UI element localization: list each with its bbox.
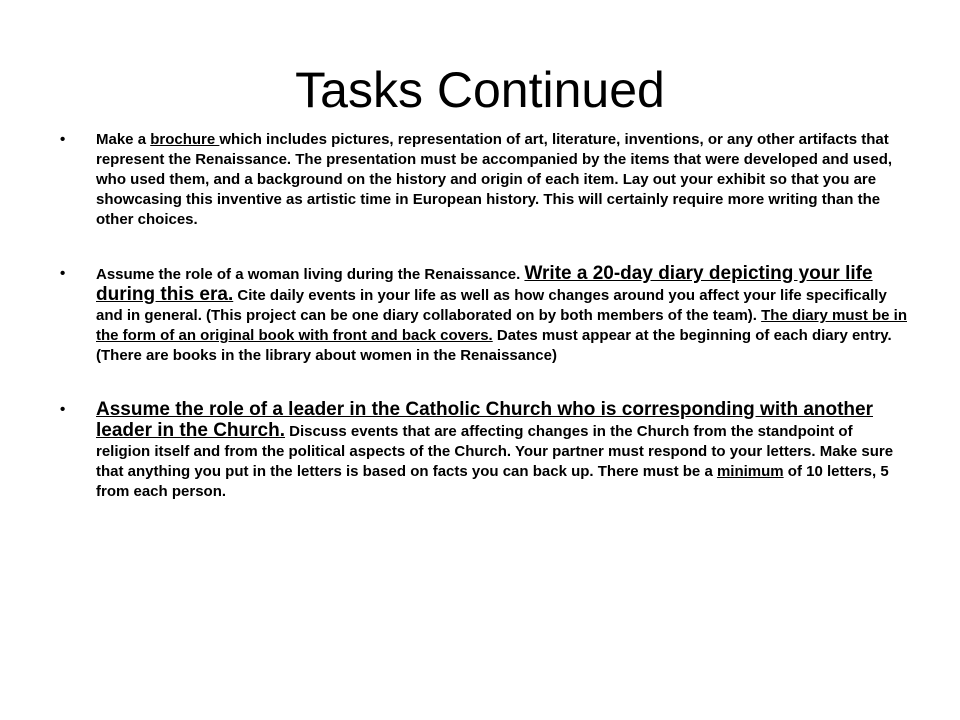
bullet-list	[60, 130, 910, 502]
bullet-dot-icon: •	[60, 265, 66, 282]
text-segment: Dates must appear at the beginning of each diary entry. (There are books in the library about women in the Renaissance)	[96, 327, 892, 364]
bullet-dot-icon: •	[60, 401, 66, 418]
bullet-brochure	[60, 130, 910, 230]
slide-title: Tasks Continued	[295, 62, 665, 118]
underlined-heading: Assume the role of a leader in the Catholic Church who is corresponding with another leader in the Church.	[96, 399, 873, 441]
underlined-heading: Write a 20-day diary depicting your life during this era.	[96, 263, 873, 305]
underlined-requirement: The diary must be in the form of an original book with front and back covers.	[96, 307, 907, 344]
text-segment: Cite daily events in your life as well as how changes around you affect your life specifically and in general. (This project can be one diary collaborated on by both members of the team).	[96, 287, 887, 324]
bullet-dot-icon: •	[60, 131, 66, 148]
bullet-diary	[60, 264, 910, 366]
bullet-text	[96, 131, 892, 228]
text-segment: which includes pictures, representation of art, literature, inventions, or any other artifacts that represent the Renaissance. The presentation must be accompanied by the items that were developed and used, who used them, and a background on the history and origin of each item. Lay out your exhibit so that you are showcasing this inventive as artistic time in European history. This will certainly require more writing than the other choices.	[96, 131, 893, 228]
text-segment: Make a	[96, 131, 151, 148]
bullet-text	[96, 263, 907, 364]
underlined-term: brochure	[150, 131, 220, 148]
underlined-term: minimum	[716, 463, 784, 480]
text-segment: Assume the role of a woman living during the Renaissance.	[96, 266, 525, 283]
bullet-text	[96, 399, 894, 500]
bullet-letters	[60, 400, 910, 502]
text-segment: Discuss events that are affecting changes in the Church from the standpoint of religion itself and from the political aspects of the Church. Your partner must respond to your letters. Make sure that anything you put in the letters is based on facts you can back up. There must be a	[96, 423, 894, 480]
text-segment: of 10 letters, 5 from each person.	[96, 463, 889, 500]
